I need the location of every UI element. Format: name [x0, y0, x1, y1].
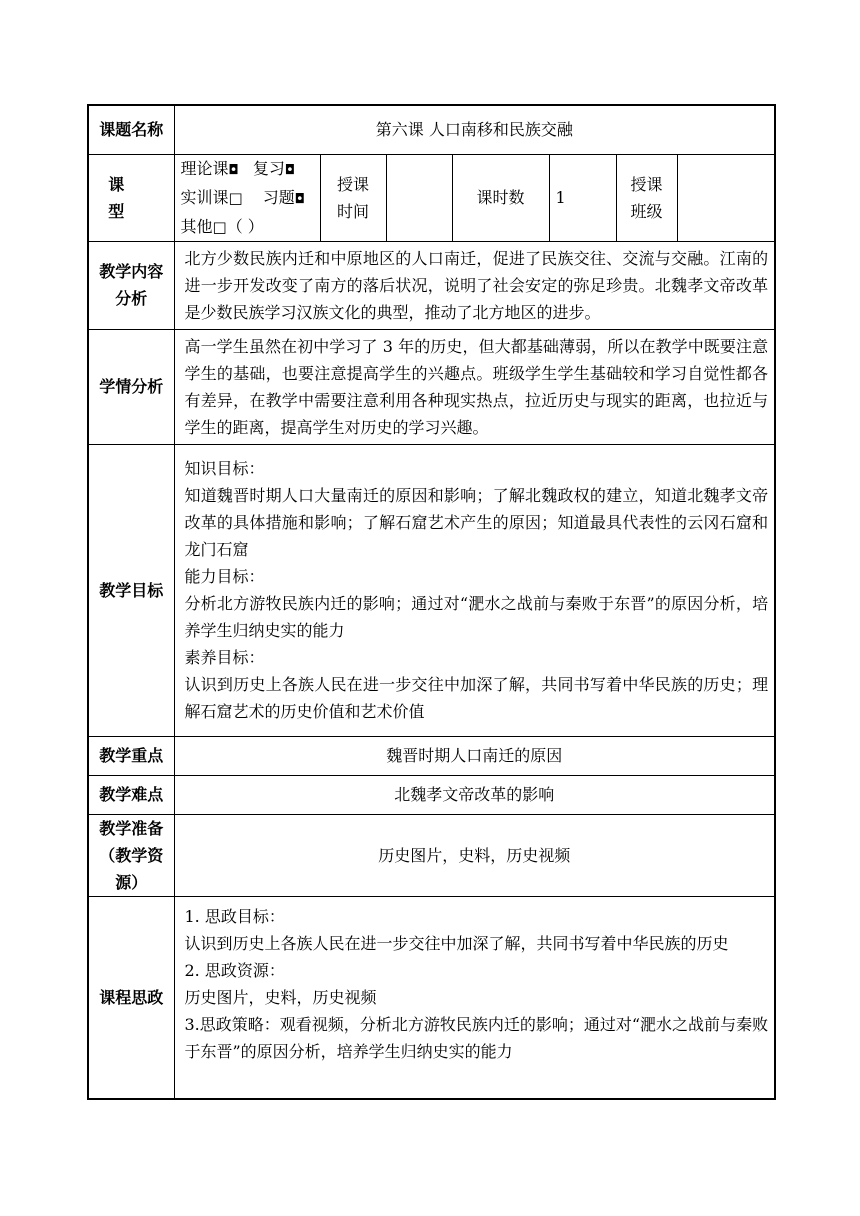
objectives-content: [174, 444, 775, 736]
lesson-plan-table: [87, 104, 776, 1100]
option-practice-checkbox[interactable]: □: [228, 188, 243, 207]
objectives-label: 教学目标: [88, 444, 174, 736]
title-label: 课题名称: [88, 105, 174, 154]
ideology-line-2: 认识到历史上各族人民在进一步交往中加深了解，共同书写着中华民族的历史: [184, 933, 729, 953]
option-other-blank: （ ）: [226, 216, 264, 236]
content-analysis-label-line-1: 教学内容: [99, 262, 164, 281]
literacy-objective-text: 认识到历史上各族人民在进一步交往中加深了解，共同书写着中华民族的历史；理解石窟艺术的历史价值和艺术价值: [184, 675, 769, 721]
content-analysis-text: 北方少数民族内迁和中原地区的人口南迁，促进了民族交往、交流与交融。江南的进一步开发改变了南方的落后状况，说明了社会安定的弥足珍贵。北魏孝文帝改革是少数民族学习汉族文化的典型，推动了北方地区的进步。: [174, 241, 775, 329]
teaching-class-label: [616, 154, 677, 241]
option-theory-label: 理论课: [180, 158, 229, 178]
content-analysis-label: [88, 241, 174, 329]
knowledge-objective-title: 知识目标：: [184, 459, 265, 478]
preparation-label-line-3: 源）: [115, 872, 148, 892]
title-row: [88, 105, 775, 154]
preparation-label-line-1: 教学准备: [99, 818, 164, 838]
difficulty-row: [88, 775, 775, 814]
ability-objective-text: 分析北方游牧民族内迁的影响；通过对“淝水之战前与秦败于东晋”的原因分析，培养学生归纳史实的能力: [184, 594, 769, 640]
option-other-checkbox[interactable]: □: [212, 217, 227, 236]
course-type-line-1: [181, 155, 320, 184]
teaching-class-label-line-1: 授课: [630, 174, 663, 194]
literacy-objective-title: 素养目标：: [184, 648, 265, 667]
key-point-row: [88, 736, 775, 775]
student-analysis-row: [88, 329, 775, 444]
ideology-line-5: 3.思政策略：观看视频，分析北方游牧民族内迁的影响；通过对“淝水之战前与秦败于东晋”的原因分析，培养学生归纳史实的能力: [184, 1014, 769, 1061]
objectives-row: [88, 444, 775, 736]
teaching-time-label-line-1: 授课: [336, 174, 369, 194]
preparation-label-line-2: （教学资: [99, 845, 164, 865]
option-review-checkbox[interactable]: ◘: [284, 162, 296, 178]
teaching-class-value: [677, 154, 775, 241]
ideology-content: [174, 896, 775, 1099]
difficulty-value: 北魏孝文帝改革的影响: [174, 775, 775, 814]
ideology-line-3: 2. 思政资源：: [184, 960, 285, 980]
content-analysis-row: [88, 241, 775, 329]
teaching-time-label: [320, 154, 386, 241]
lesson-title: 第六课 人口南移和民族交融: [174, 105, 775, 154]
key-point-label: 教学重点: [88, 736, 174, 775]
ability-objective-title: 能力目标：: [184, 567, 265, 586]
ideology-line-4: 历史图片，史料，历史视频: [184, 987, 377, 1007]
course-type-line-2: [181, 184, 320, 213]
option-theory-checkbox[interactable]: ◘: [228, 162, 239, 178]
ideology-row: [88, 896, 775, 1099]
student-analysis-label: 学情分析: [88, 329, 174, 444]
course-type-options: [174, 154, 320, 241]
teaching-time-label-line-2: 时间: [336, 201, 369, 221]
preparation-row: [88, 814, 775, 896]
preparation-value: 历史图片，史料，历史视频: [174, 814, 775, 896]
option-exercise-checkbox[interactable]: ◘: [294, 191, 306, 207]
class-hours-label: 课时数: [452, 154, 549, 241]
course-type-label: 课 型: [88, 154, 174, 241]
student-analysis-text: 高一学生虽然在初中学习了 3 年的历史，但大都基础薄弱，所以在教学中既要注意学生的基础，也要注意提高学生的兴趣点。班级学生学生基础较和学习自觉性都各有差异，在教学中需要注意利用各种现实热点，拉近历史与现实的距离，也拉近与学生的距离，提高学生对历史的学习兴趣。: [174, 329, 775, 444]
key-point-value: 魏晋时期人口南迁的原因: [174, 736, 775, 775]
teaching-time-value: [386, 154, 452, 241]
class-hours-value: 1: [549, 154, 616, 241]
ideology-label: 课程思政: [88, 896, 174, 1099]
content-analysis-label-line-2: 分析: [115, 289, 148, 308]
option-exercise-label: 习题: [262, 187, 295, 207]
option-other-label: 其他: [180, 216, 213, 236]
teaching-class-label-line-2: 班级: [630, 201, 663, 221]
course-type-line-3: [181, 213, 320, 241]
option-review-label: 复习: [252, 158, 285, 178]
difficulty-label: 教学难点: [88, 775, 174, 814]
knowledge-objective-text: 知道魏晋时期人口大量南迁的原因和影响；了解北魏政权的建立，知道北魏孝文帝改革的具体措施和影响；了解石窟艺术产生的原因；知道最具代表性的云冈石窟和龙门石窟: [184, 486, 769, 559]
ideology-line-1: 1. 思政目标：: [184, 906, 285, 926]
course-type-row: [88, 154, 775, 241]
option-practice-label: 实训课: [180, 187, 229, 207]
preparation-label: [88, 814, 174, 896]
